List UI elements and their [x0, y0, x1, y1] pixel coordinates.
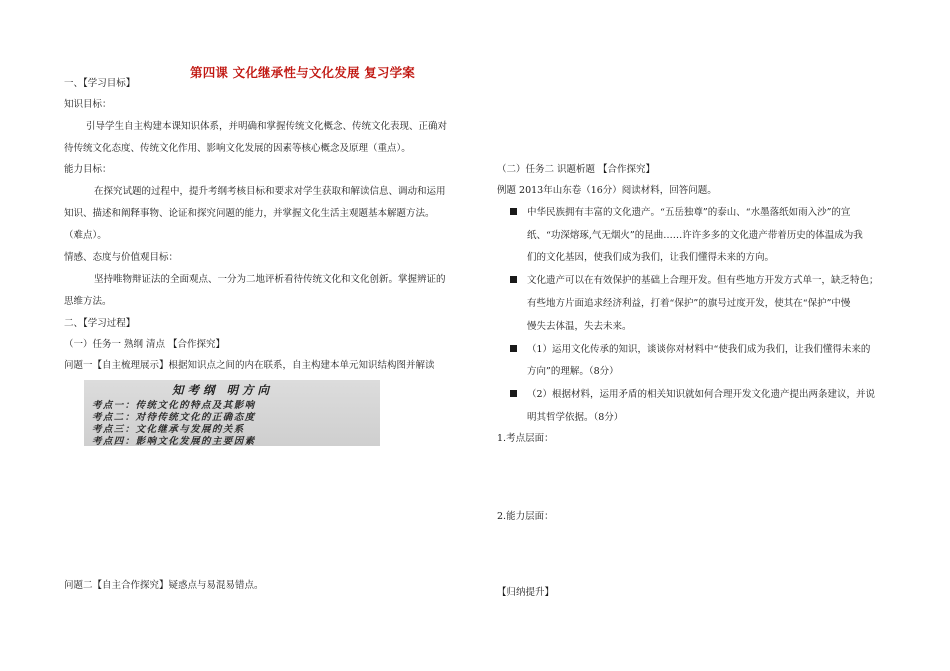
- material-bullet-1: [510, 207, 850, 219]
- task-two-heading: （二）任务二 识题析题 【合作探究】: [497, 164, 656, 175]
- material-text-2c: 慢失去体温，失去未来。: [527, 321, 632, 332]
- question-one: 问题一【自主梳理展示】根据知识点之间的内在联系，自主构建本单元知识结构图并解读: [64, 360, 435, 371]
- exam-point-level-label: 1.考点层面：: [497, 433, 554, 444]
- square-bullet-icon: [510, 390, 517, 397]
- emotion-goal-text-2: 思维方法。: [64, 296, 112, 307]
- question-text-1b: 方向”的理解。（8分）: [527, 366, 619, 377]
- ability-goal-label: 能力目标：: [64, 164, 112, 175]
- question-bullet-1: [510, 344, 870, 356]
- knowledge-goal-text-1: 引导学生自主构建本课知识体系，并明确和掌握传统文化概念、传统文化表现、正确对: [86, 121, 448, 132]
- question-text-2b: 明其哲学依据。（8分）: [527, 412, 624, 423]
- material-bullet-2: [510, 275, 879, 287]
- material-text-1c: 们的文化基因，使我们成为我们，让我们懂得未来的方向。: [527, 252, 775, 263]
- ability-goal-text-2: 知识、描述和阐释事物、论证和探究问题的能力，并掌握文化生活主观题基本解题方法。: [64, 208, 435, 219]
- page-title: 第四课 文化继承性与文化发展 复习学案: [190, 65, 416, 80]
- ability-level-label: 2.能力层面：: [497, 511, 554, 522]
- question-text-2a: （2）根据材料，运用矛盾的相关知识就如何合理开发文化遗产提出两条建议，并说: [527, 389, 876, 400]
- knowledge-goal-label: 知识目标：: [64, 99, 112, 110]
- question-bullet-2: [510, 389, 875, 401]
- material-text-1b: 纸、“功深熔琢,气无烟火”的昆曲……许许多多的文化遗产带着历史的体温成为我: [527, 230, 863, 241]
- question-text-1a: （1）运用文化传承的知识，谈谈你对材料中“使我们成为我们，让我们懂得未来的: [527, 344, 871, 355]
- example-question-intro: 例题 2013年山东卷（16分）阅读材料，回答问题。: [497, 185, 717, 196]
- exam-point-2: 考点二：对待传统文化的正确态度: [92, 412, 256, 423]
- material-text-1a: 中华民族拥有丰富的文化遗产。“五岳独尊”的泰山、“水墨落纸如雨入沙”的宣: [527, 207, 851, 218]
- emotion-goal-label: 情感、态度与价值观目标：: [64, 252, 179, 263]
- question-two: 问题二【自主合作探究】疑惑点与易混易错点。: [64, 580, 264, 591]
- task-one-heading: （一）任务一 熟纲 清点 【合作探究】: [64, 339, 226, 350]
- material-text-2b: 有些地方片面追求经济利益，打着“保护”的旗号过度开发，使其在“保护”中慢: [527, 298, 851, 309]
- exam-point-1: 考点一：传统文化的特点及其影响: [92, 400, 256, 411]
- section-heading-process: 二、【学习过程】: [64, 318, 136, 329]
- emotion-goal-text-1: 坚持唯物辩证法的全面观点、一分为二地评析看待传统文化和文化创新。掌握辨证的: [94, 274, 446, 285]
- exam-points-image-header: 知考纲 明方向: [172, 383, 274, 397]
- exam-point-4: 考点四：影响文化发展的主要因素: [92, 436, 256, 447]
- section-heading-objectives: 一、【学习目标】: [64, 78, 136, 89]
- square-bullet-icon: [510, 345, 517, 352]
- material-text-2a: 文化遗产可以在有效保护的基础上合理开发。但有些地方开发方式单一，缺乏特色；: [527, 275, 879, 286]
- knowledge-goal-text-2: 待传统文化态度、传统文化作用、影响文化发展的因素等核心概念及原理（重点）。: [64, 143, 411, 154]
- exam-point-3: 考点三：文化继承与发展的关系: [92, 424, 245, 435]
- ability-goal-text-3: （难点）。: [64, 230, 107, 241]
- square-bullet-icon: [510, 276, 517, 283]
- square-bullet-icon: [510, 208, 517, 215]
- summary-heading: 【归纳提升】: [497, 587, 555, 598]
- exam-points-image: [84, 380, 380, 446]
- ability-goal-text-1: 在探究试题的过程中，提升考纲考核目标和要求对学生获取和解读信息、调动和运用: [94, 186, 446, 197]
